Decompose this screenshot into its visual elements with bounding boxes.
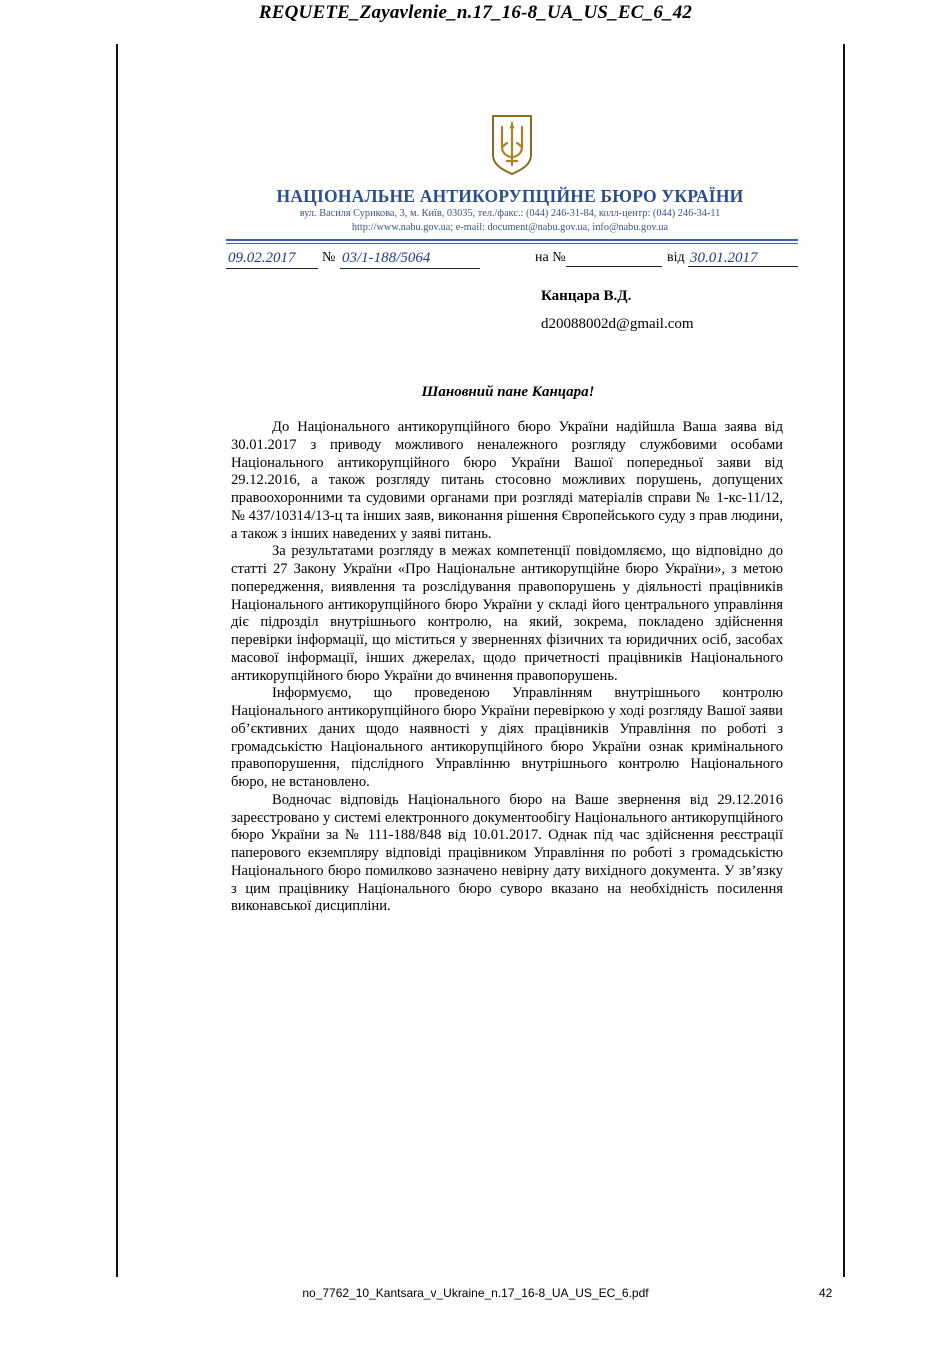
recipient-email: d20088002d@gmail.com — [541, 316, 694, 332]
left-margin-rule — [116, 44, 118, 1277]
date-underline — [226, 268, 318, 269]
letter-body — [231, 419, 783, 916]
in-reply-label: на № — [535, 250, 566, 265]
paragraph: За результатами розгляду в межах компетенції повідомляємо, що відповідно до статті 27 Закону України «Про Національне антикорупційне бюро України», з метою попередження, виявлення та розслідування правопорушень у діяльності працівників Національного антикорупційного бюро України у складі його центрального управління діє підрозділ внутрішнього контролю, на який, зокрема, покладено здійснення перевірки інформації, що міститься у зверненнях фізичних та юридичних осіб, засобах масової інформації, інших джерелах, щодо причетності працівників Національного антикорупційного бюро України до вчинення правопорушень. — [231, 543, 783, 684]
from-date: 30.01.2017 — [690, 250, 758, 266]
address-line: вул. Василя Сурикова, 3, м. Київ, 03035, тел./факс.: (044) 246-31-84, колл-центр: (044) 246-34-11 — [299, 208, 721, 219]
trident-coat-of-arms-icon — [490, 113, 534, 175]
number-underline — [340, 268, 480, 269]
letterhead-rule — [226, 239, 798, 241]
letterhead-rule-thin — [226, 243, 798, 244]
page-number: 42 — [819, 1286, 833, 1300]
registration-number-label: № — [322, 250, 336, 265]
from-label: від — [667, 250, 685, 265]
in-reply-underline — [566, 266, 662, 267]
from-date-underline — [688, 266, 798, 267]
org-address — [230, 207, 790, 235]
org-name: НАЦІОНАЛЬНЕ АНТИКОРУПЦІЙНЕ БЮРО УКРАЇНИ — [276, 186, 744, 206]
document-title: REQUETE_Zayavlenie_n.17_16-8_UA_US_EC_6_42 — [258, 2, 693, 23]
salutation: Шановний пане Канцара! — [421, 384, 595, 400]
registration-date: 09.02.2017 — [228, 250, 296, 266]
registration-number: 03/1-188/5064 — [342, 250, 431, 266]
right-margin-rule — [843, 44, 845, 1277]
paragraph: До Національного антикорупційного бюро України надійшла Ваша заява від 30.01.2017 з приводу можливого неналежного розгляду службовими особами Національного антикорупційного бюро України Вашої попередньої заяви від 29.12.2016, а також розгляду питань стосовно можливих порушень, допущених правоохоронними та судовими органами при розгляді матеріалів справи № 1-кс-11/12, № 437/10314/13-ц та інших заяв, виконання рішення Європейського суду з прав людини, а також з інших наведених у заяві питань. — [231, 419, 783, 542]
contact-line: http://www.nabu.gov.ua; e-mail: document@nabu.gov.ua, info@nabu.gov.ua — [351, 222, 669, 233]
paragraph: Водночас відповідь Національного бюро на Ваше звернення від 29.12.2016 зареєстровано у системі електронного документообігу Національного антикорупційного бюро України за № 111-188/848 від 10.01.2017. Однак під час здійснення реєстрації паперового екземпляру відповіді працівником Управління по роботі з громадськістю Національного бюро помилково зазначено невірну дату вихідного документа. У зв’язку з цим працівнику Національного бюро суворо вказано на необхідність посилення виконавської дисципліни. — [231, 791, 783, 915]
recipient-name: Канцара В.Д. — [541, 288, 632, 304]
paragraph: Інформуємо, що проведеною Управлінням внутрішнього контролю Національного антикорупційного бюро України перевіркою у ході розгляду Вашої заяви об’єктивних даних щодо наявності у діях працівників Управління по роботі з громадськістю Національного антикорупційного бюро України ознак кримінального правопорушення, підслідного Управлінню внутрішнього контролю Національного бюро, не встановлено. — [231, 685, 783, 790]
footer-filename: no_7762_10_Kantsara_v_Ukraine_n.17_16-8_UA_US_EC_6.pdf — [302, 1286, 649, 1300]
